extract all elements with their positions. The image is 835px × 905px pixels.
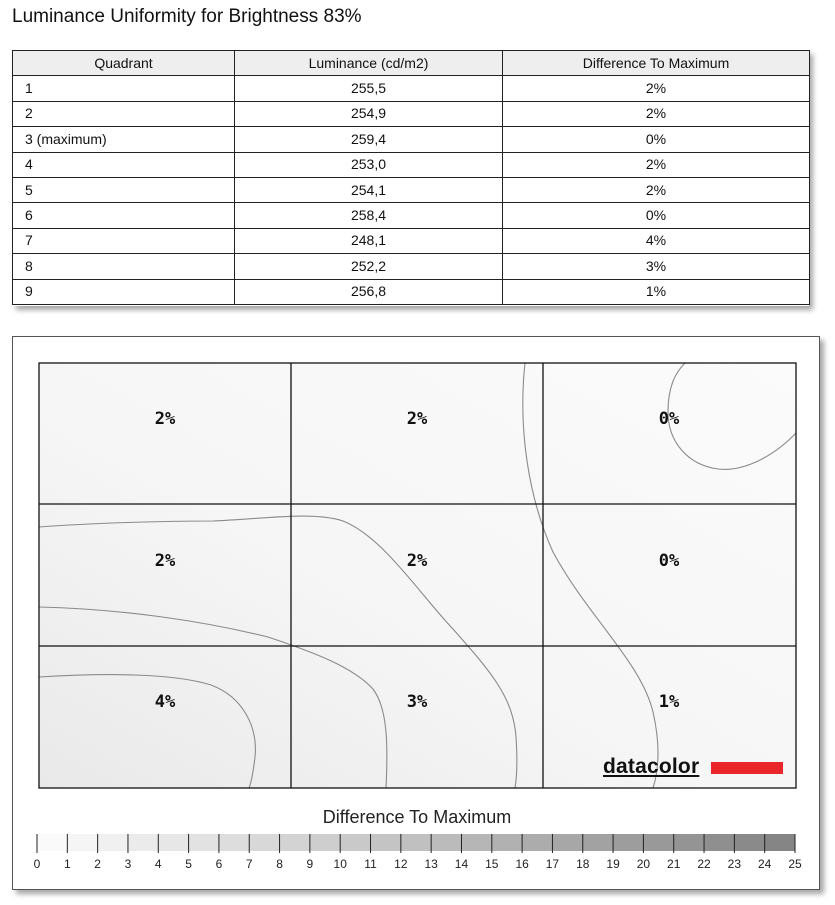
quadrant-cell: 4 [13, 152, 235, 177]
cell-label-q3: 0% [658, 409, 680, 429]
legend-swatch [189, 834, 219, 851]
legend-tick-label: 1 [63, 857, 71, 871]
difference-cell: 2% [503, 152, 810, 177]
legend-tick-label: 22 [697, 857, 711, 871]
legend-tick-label: 8 [276, 857, 283, 871]
cell-label-q2: 2% [406, 409, 428, 429]
legend-swatch [583, 834, 613, 851]
legend-swatch [401, 834, 431, 851]
legend-tick-label: 25 [788, 857, 802, 871]
quadrant-cell: 3 (maximum) [13, 127, 235, 152]
legend-swatch [67, 834, 97, 851]
difference-cell: 3% [503, 254, 810, 279]
logo-red-bar [711, 762, 783, 774]
legend-swatch [734, 834, 764, 851]
table-row [13, 228, 810, 253]
logo-wordmark: datacolor [603, 755, 700, 778]
luminance-cell: 259,4 [235, 127, 503, 152]
legend-tick-label: 7 [245, 857, 253, 871]
difference-cell: 4% [503, 228, 810, 253]
difference-cell: 2% [503, 76, 810, 101]
table-row [13, 254, 810, 279]
quadrant-cell: 6 [13, 203, 235, 228]
quadrant-cell: 9 [13, 279, 235, 304]
luminance-cell: 252,2 [235, 254, 503, 279]
luminance-cell: 254,1 [235, 177, 503, 202]
luminance-cell: 253,0 [235, 152, 503, 177]
luminance-cell: 254,9 [235, 101, 503, 126]
legend-swatch [310, 834, 340, 851]
legend-tick-label: 16 [515, 857, 529, 871]
legend-tick-label: 0 [33, 857, 41, 871]
cell-label-q8: 3% [406, 692, 428, 712]
quadrant-cell: 7 [13, 228, 235, 253]
legend-swatch [613, 834, 643, 851]
legend-tick-label: 11 [364, 857, 377, 871]
legend-swatch [37, 834, 67, 851]
legend-swatch [158, 834, 188, 851]
uniformity-chart-panel [12, 336, 820, 890]
legend-tick-label: 24 [758, 857, 772, 871]
legend-swatch [280, 834, 310, 851]
luminance-table-container [12, 50, 809, 306]
luminance-cell: 258,4 [235, 203, 503, 228]
datacolor-logo [603, 755, 783, 781]
quadrant-cell: 2 [13, 101, 235, 126]
difference-cell: 0% [503, 203, 810, 228]
legend-tick-label: 3 [124, 857, 132, 871]
legend-swatch [765, 834, 795, 851]
legend-swatch [371, 834, 401, 851]
difference-cell: 0% [503, 127, 810, 152]
cell-label-q9: 1% [658, 692, 680, 712]
legend-swatch [219, 834, 249, 851]
legend-tick-label: 21 [667, 857, 681, 871]
legend-swatch [492, 834, 522, 851]
legend-tick-label: 20 [636, 857, 651, 871]
quadrant-cell: 1 [13, 76, 235, 101]
legend-swatch [461, 834, 491, 851]
cell-label-q6: 0% [658, 551, 680, 571]
column-header: Luminance (cd/m2) [235, 51, 503, 76]
table-row [13, 101, 810, 126]
cell-label-q1: 2% [154, 409, 176, 429]
cell-label-q5: 2% [406, 551, 428, 571]
luminance-cell: 248,1 [235, 228, 503, 253]
luminance-cell: 256,8 [235, 279, 503, 304]
legend-tick-label: 12 [394, 857, 408, 871]
page-title: Luminance Uniformity for Brightness 83% [12, 6, 362, 27]
legend-tick-label: 17 [545, 857, 560, 871]
luminance-cell: 255,5 [235, 76, 503, 101]
legend-tick-label: 14 [454, 857, 469, 871]
legend-tick-label: 6 [215, 857, 223, 871]
legend-tick-label: 13 [424, 857, 438, 871]
legend-tick-label: 5 [185, 857, 192, 871]
legend-swatch [704, 834, 734, 851]
column-header: Quadrant [13, 51, 235, 76]
legend-tick-label: 2 [94, 857, 101, 871]
legend-tick-label: 15 [485, 857, 499, 871]
table-row [13, 177, 810, 202]
luminance-table [12, 50, 810, 305]
table-row [13, 279, 810, 304]
difference-cell: 2% [503, 177, 810, 202]
legend-tick-label: 4 [154, 857, 162, 871]
legend-swatch [128, 834, 158, 851]
legend-tick-label: 9 [306, 857, 314, 871]
legend-swatch [249, 834, 279, 851]
legend-tick-label: 19 [606, 857, 620, 871]
table-header-row [13, 51, 810, 76]
legend-swatch [340, 834, 370, 851]
table-row [13, 76, 810, 101]
legend-swatch [552, 834, 582, 851]
table-row [13, 127, 810, 152]
legend-tick-label: 18 [576, 857, 590, 871]
legend-swatch [522, 834, 552, 851]
quadrant-cell: 8 [13, 254, 235, 279]
cell-label-q7: 4% [154, 692, 176, 712]
table-row [13, 152, 810, 177]
legend-tick-label: 23 [727, 857, 742, 871]
legend-scale [34, 834, 802, 871]
quadrant-cell: 5 [13, 177, 235, 202]
legend-tick-label: 10 [333, 857, 347, 871]
legend-swatch [674, 834, 704, 851]
column-header: Difference To Maximum [503, 51, 810, 76]
legend-title: Difference To Maximum [322, 807, 512, 827]
difference-cell: 2% [503, 101, 810, 126]
difference-cell: 1% [503, 279, 810, 304]
table-row [13, 203, 810, 228]
legend-swatch [98, 834, 128, 851]
legend-swatch [643, 834, 673, 851]
legend-swatch [431, 834, 461, 851]
cell-label-q4: 2% [154, 551, 176, 571]
